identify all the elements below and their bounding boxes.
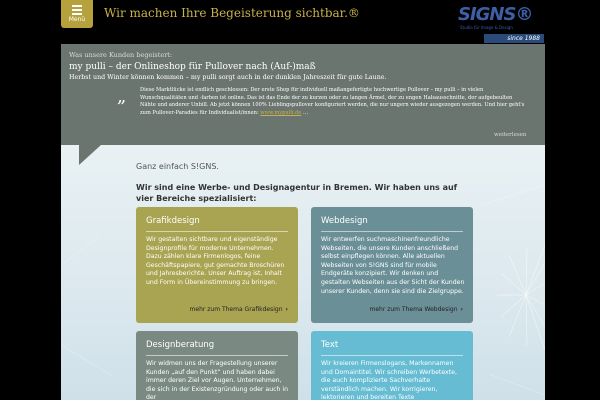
chevron-right-icon: ›: [285, 306, 288, 313]
quote-tail: …: [301, 109, 309, 116]
card-title: Grafikdesign: [146, 216, 200, 226]
quote-text: Diese Marktlücke ist endlich geschlossen: Der erste Shop für individuell maßangefertigte hochwertige Pullover – my pulli – in vielen Wunschqualitäten und -farben ist online. Das ist das Ende der zu kurzen oder zu langen Ärmel, der zu engen Halsausschnitte, der aufgebeulten Nähte und anderer Unbill. Ab jetzt können 100% Lieblingspullover konfiguriert werden, die nur ungern wieder ausgezogen werden. Und hier geht's zum Pullover-Paradies für Individualist/innen:: [140, 87, 525, 116]
testimonial-pointer: [79, 145, 101, 165]
card-grafikdesign[interactable]: [136, 207, 298, 323]
card-divider: [146, 355, 288, 356]
card-divider: [321, 231, 463, 232]
logo-tagline: Studio für Image & Design: [460, 25, 513, 30]
testimonial-title: my pulli – der Onlineshop für Pullover nach (Auf-)maß: [69, 62, 316, 72]
quote-mark-icon: „: [117, 86, 127, 107]
testimonial-panel: [61, 44, 545, 145]
card-title: Designberatung: [146, 340, 215, 350]
card-divider: [146, 231, 288, 232]
testimonial-subtitle: Herbst und Winter können kommen – my pulli sorgt auch in der dunklen Jahreszeit für gute Laune.: [69, 74, 387, 81]
chevron-right-icon: ›: [460, 306, 463, 313]
mypulli-link[interactable]: www.mypulli.de: [260, 109, 302, 116]
agency-headline: Wir sind eine Werbe- und Designagentur in Bremen. Wir haben uns auf vier Bereiche spezialisiert:: [136, 183, 458, 203]
card-text: Wir widmen uns der Fragestellung unserer Kunden „auf den Punkt“ und haben dabei immer deren Ziel vor Augen. Unternehmen, die sich in der Existenzgründung oder auch in der: [146, 360, 289, 400]
site-header: [0, 0, 600, 44]
card-designberatung[interactable]: [136, 331, 298, 400]
card-title: Webdesign: [321, 216, 368, 226]
card-text: Wir gestalten sichtbare und eigenständige Designprofile für moderne Unternehmen. Dazu zählen klare Firmenlogos, feine Geschäftspapiere, gut gemachte Broschüren und Jahresberichte. Unser Auftrag ist, Inhalt und Form in Übereinstimmung zu bringen.: [146, 236, 285, 286]
card-title: Text: [321, 340, 339, 350]
since-badge: since 1988: [484, 34, 544, 43]
logo-wordmark: SIGNS®: [458, 4, 533, 25]
card-text: Wir kreieren Firmenslogans, Markennamen und Domaintitel. Wir schreiben Werbetexte, die auch komplizierte Sachverhalte verständlich machen. Wir korrigieren, lektorieren und bereiten Texte: [321, 360, 457, 400]
webdesign-more-link[interactable]: [370, 306, 463, 313]
menu-button[interactable]: [61, 0, 93, 28]
testimonial-kicker: Was unsere Kunden begeistert:: [69, 51, 173, 59]
more-label: mehr zum Thema Grafikdesign: [189, 306, 283, 313]
site-slogan: Wir machen Ihre Begeisterung sichtbar.®: [104, 6, 360, 20]
main-content: [61, 145, 545, 400]
testimonial-quote: [140, 87, 528, 117]
grafikdesign-more-link[interactable]: [190, 306, 288, 313]
card-divider: [321, 355, 463, 356]
card-text: Wir entwerfen suchmaschinenfreundliche Webseiten, die unsere Kunden anschließend selbst einpflegen können. Alle aktuellen Webseiten von S!GNS sind für mobile Endgeräte konzipiert. Wir denken und gestalten Webseiten aus der Sicht der Kunden unserer Kunden, denn sie sind die Zielgruppe.: [321, 236, 465, 295]
intro-text: Ganz einfach S!GNS.: [136, 162, 219, 171]
more-label: mehr zum Thema Webdesign: [369, 306, 458, 313]
read-more-link[interactable]: weiterlesen: [494, 132, 527, 138]
menu-label: Menü: [68, 16, 86, 23]
card-webdesign[interactable]: [311, 207, 473, 323]
card-text-service[interactable]: [311, 331, 473, 400]
